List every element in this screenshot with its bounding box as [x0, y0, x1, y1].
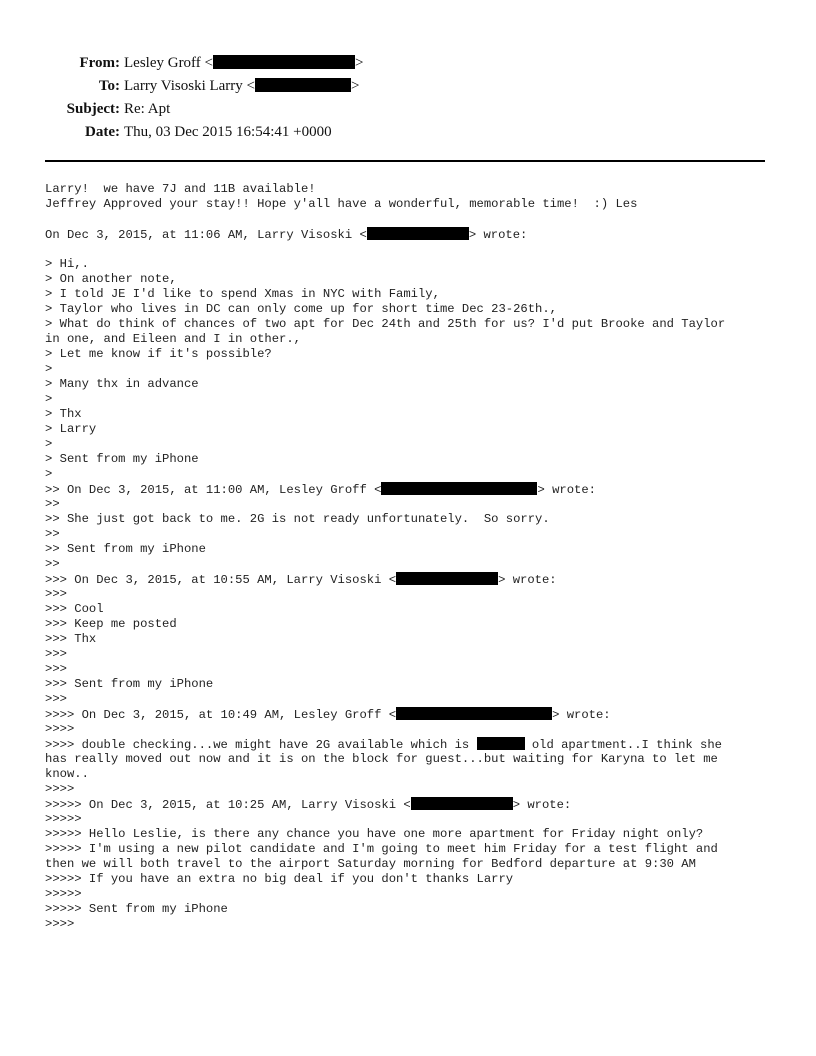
blank-line	[45, 212, 775, 227]
redaction-box	[411, 797, 513, 810]
redaction-box	[381, 482, 537, 495]
quoted-line: > Sent from my iPhone	[45, 452, 199, 466]
quoted-line: >>>	[45, 662, 67, 676]
quoted-line: >>> Cool	[45, 602, 104, 616]
quoted-line: >>	[45, 497, 60, 511]
redaction-box	[477, 737, 525, 750]
date-row	[0, 121, 816, 144]
to-value	[124, 75, 359, 98]
to-close: >	[351, 78, 360, 94]
quoted-line: >>>	[45, 692, 67, 706]
quoted-line: > Let me know if it's possible?	[45, 347, 272, 361]
to-label: To:	[98, 78, 120, 94]
redaction-box	[396, 572, 498, 585]
quoted-line: >	[45, 362, 53, 376]
quote-header	[45, 482, 775, 497]
quoted-line	[45, 737, 775, 752]
quote-header-text: On Dec 3, 2015, at 11:06 AM, Larry Visoski <	[45, 228, 367, 242]
quoted-line: has really moved out now and it is on the block for guest...but waiting for Karyna to let me	[45, 752, 718, 766]
quoted-line: > What do think of chances of two apt for Dec 24th and 25th for us? I'd put Brooke and Taylor	[45, 317, 726, 331]
quote-header	[45, 707, 775, 722]
quoted-line: >>>>	[45, 782, 75, 796]
to-row	[0, 75, 816, 98]
from-row	[0, 52, 816, 75]
quoted-line: then we will both travel to the airport Saturday morning for Bedford departure at 9:30 AM	[45, 857, 696, 871]
quoted-line: >>>>> I'm using a new pilot candidate and I'm going to meet him Friday for a test flight and	[45, 842, 718, 856]
quoted-line: >	[45, 392, 53, 406]
quoted-line: >>>>> If you have an extra no big deal if you don't thanks Larry	[45, 872, 514, 886]
redaction-box	[396, 707, 552, 720]
quoted-line: >>>>> Sent from my iPhone	[45, 902, 228, 916]
quoted-line: >>>>	[45, 722, 75, 736]
body-line: Jeffrey Approved your stay!! Hope y'all have a wonderful, memorable time! :) Les	[45, 197, 638, 211]
quote-header-text: >> On Dec 3, 2015, at 11:00 AM, Lesley Groff <	[45, 483, 382, 497]
email-header	[0, 52, 816, 144]
header-divider	[45, 160, 765, 162]
quote-header-text: >>>> On Dec 3, 2015, at 10:49 AM, Lesley Groff <	[45, 708, 397, 722]
date-value: Thu, 03 Dec 2015 16:54:41 +0000	[124, 124, 332, 140]
email-body	[45, 182, 775, 932]
quoted-line: >>	[45, 557, 60, 571]
quoted-line: >> She just got back to me. 2G is not ready unfortunately. So sorry.	[45, 512, 550, 526]
redaction-box	[255, 78, 351, 92]
quoted-line: >>> Sent from my iPhone	[45, 677, 214, 691]
quoted-line: >>	[45, 527, 60, 541]
quoted-line: >>>	[45, 647, 67, 661]
to-name: Larry Visoski Larry <	[124, 78, 256, 94]
quote-header-text: >>> On Dec 3, 2015, at 10:55 AM, Larry Visoski <	[45, 573, 397, 587]
quoted-line: > Many thx in advance	[45, 377, 199, 391]
quote-header	[45, 797, 775, 812]
from-value	[124, 52, 363, 75]
redaction-box	[213, 55, 355, 69]
from-label: From:	[79, 55, 120, 71]
subject-label: Subject:	[66, 101, 120, 117]
quote-header-end: > wrote:	[498, 573, 557, 587]
quoted-line: > On another note,	[45, 272, 177, 286]
quoted-line: > Larry	[45, 422, 97, 436]
quoted-line: > I told JE I'd like to spend Xmas in NYC with Family,	[45, 287, 440, 301]
date-label: Date:	[85, 124, 120, 140]
from-name: Lesley Groff <	[124, 55, 213, 71]
quoted-line: > Hi,.	[45, 257, 89, 271]
subject-value: Re: Apt	[124, 101, 171, 117]
quoted-line: >>> Keep me posted	[45, 617, 177, 631]
quoted-line: >>>>	[45, 917, 75, 931]
quote-header	[45, 572, 775, 587]
quote-header-end: > wrote:	[552, 708, 611, 722]
quoted-line: >>>>> Hello Leslie, is there any chance you have one more apartment for Friday night only?	[45, 827, 704, 841]
quoted-line: >>>	[45, 587, 67, 601]
redaction-box	[367, 227, 469, 240]
quote-header	[45, 227, 775, 242]
quoted-line: >>> Thx	[45, 632, 97, 646]
quoted-line: >>>>>	[45, 812, 82, 826]
body-line: Larry! we have 7J and 11B available!	[45, 182, 316, 196]
quote-header-end: > wrote:	[512, 798, 572, 812]
quoted-text: >>>> double checking...we might have 2G available which is	[45, 738, 477, 752]
quoted-line: >	[45, 467, 53, 481]
quoted-line: > Taylor who lives in DC can only come up for short time Dec 23-26th.,	[45, 302, 557, 316]
quoted-line: > Thx	[45, 407, 82, 421]
quoted-line: >> Sent from my iPhone	[45, 542, 206, 556]
quoted-line: >	[45, 437, 53, 451]
quote-header-text: >>>>> On Dec 3, 2015, at 10:25 AM, Larry Visoski <	[45, 798, 411, 812]
quote-header-end: > wrote:	[537, 483, 596, 497]
quote-header-end: > wrote:	[468, 228, 528, 242]
blank-line	[45, 242, 775, 257]
quoted-line: in one, and Eileen and I in other.,	[45, 332, 301, 346]
subject-row	[0, 98, 816, 121]
quoted-text: old apartment..I think she	[524, 738, 722, 752]
quoted-line: >>>>>	[45, 887, 82, 901]
quoted-line: know..	[45, 767, 89, 781]
from-close: >	[355, 55, 364, 71]
